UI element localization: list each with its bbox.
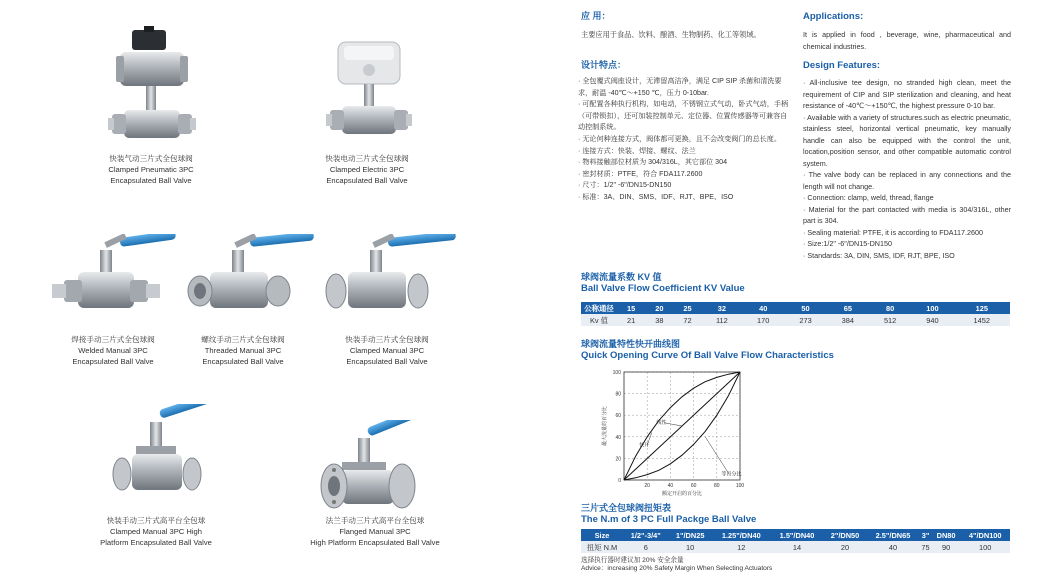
kv-table [581,302,1010,326]
design-en-title: Design Features: [803,60,881,71]
torque-size-cell: 1.25"/DN40 [712,529,771,541]
kv-value-cell: 1452 [954,314,1010,326]
kv-value-cell: 170 [742,314,784,326]
design-cn-item: · 尺寸：1/2" -6"/DN15-DN150 [578,181,672,190]
kv-dn-cell: 25 [673,302,701,314]
clamped-high-platform-valve-image [110,404,214,510]
y-tick-label: 20 [615,456,621,463]
caption-clamped: 快装手动三片式全包球阀 Clamped Manual 3PC Encapsulated Ball Valve [345,335,429,366]
x-tick-label: 40 [667,483,674,489]
torque-value-row [581,541,1010,553]
kv-value-cell: 512 [869,314,911,326]
design-en-item: · Size:1/2" -6"/DN15-DN150 [803,239,892,248]
torque-size-cell: 1"/DN25 [669,529,712,541]
torque-size-cell: 1.5"/DN40 [771,529,824,541]
torque-size-cell: 3" [919,529,931,541]
x-axis-label: 额定开启的百分比 [661,491,703,497]
annotation-quick-open: 快开 [639,442,650,449]
pneumatic-valve-image [106,26,198,152]
torque-value-cell: 10 [669,541,712,553]
caption-welded: 焊接手动三片式全包球阀 Welded Manual 3PC Encapsulated Ball Valve [71,335,155,366]
kv-value-cell: 940 [911,314,953,326]
kv-value-cell: 273 [784,314,826,326]
curve-title-cn: 球阀流量特性快开曲线图 [581,339,681,349]
design-cn-item: · 连接方式：快装、焊接、螺纹、法兰 [578,146,696,155]
x-tick-label: 80 [714,483,720,489]
annotation-linear: 线性 [656,419,667,426]
kv-dn-cell: 32 [702,302,742,314]
kv-title-en: Ball Valve Flow Coefficient KV Value [581,283,745,294]
kv-value-cell: 384 [827,314,869,326]
caption-pneumatic: 快装气动三片式全包球阀 Clamped Pneumatic 3PC Encapsulated Ball Valve [108,154,194,185]
design-cn-item: · 密封材质：PTFE，符合 FDA117.2600 [578,169,703,178]
applications-cn-text: 主要应用于食品、饮料、酿酒、生物制药、化工等领域。 [581,30,761,39]
torque-table [581,529,1010,553]
kv-value-cell: 72 [673,314,701,326]
applications-en-title: Applications: [803,11,864,22]
design-en-item: · Standards: 3A, DIN, SMS, IDF, RJT, BPE, ISO [803,250,955,260]
y-axis-label: 最大流量的百分比 [602,405,608,447]
design-en-item: · The valve body can be replaced in any connections and the length will not change. [803,170,1011,191]
torque-value-cell: 75 [919,541,931,553]
torque-size-cell: 4"/DN100 [960,529,1010,541]
torque-value-cell: 6 [623,541,669,553]
kv-dn-cell: 65 [827,302,869,314]
torque-row-label: 扭矩 N.M [581,541,623,553]
torque-size-cell: 2"/DN50 [823,529,866,541]
flow-curve-chart [596,366,766,502]
design-en-item: · Available with a variety of structures.such as electric pneumatic, stainless steel, horizontal vertical pneumatic, key manually handle can also be equipped with the control the unit, location,position sensor, and other compatible automatic control system. [803,112,1011,168]
kv-title-cn: 球阀流量系数 KV 值 [581,272,662,282]
clamped-manual-valve-image [322,234,458,330]
y-tick-label: 60 [615,413,621,420]
torque-title-cn: 三片式全包球阀扭矩表 [581,503,672,513]
design-cn-item: · 无论何种连接方式，阀体都可更换，且不会改变阀门的总长度。 [578,134,781,143]
torque-value-cell: 20 [823,541,866,553]
torque-value-cell: 100 [960,541,1010,553]
electric-valve-image [324,38,414,150]
flanged-valve-image [320,420,424,518]
design-cn-list [578,76,792,204]
kv-dn-cell: 20 [645,302,673,314]
welded-manual-valve-image [50,234,178,330]
design-en-item: · Material for the part contacted with media is 304/316L, other part is 304. [803,204,1011,225]
torque-title-en: The N.m of 3 PC Full Packge Ball Valve [581,514,757,525]
kv-dn-cell: 40 [742,302,784,314]
kv-value-cell: 38 [645,314,673,326]
x-tick-label: 20 [644,483,650,489]
torque-value-cell: 12 [712,541,771,553]
torque-header-label: Size [581,529,623,541]
y-tick-label: 40 [615,434,621,441]
torque-header-row [581,529,1010,541]
kv-dn-cell: 100 [911,302,953,314]
torque-value-cell: 90 [932,541,961,553]
annotation-leader [664,423,682,426]
x-tick-label: 100 [735,483,745,489]
design-cn-item: · 物料接触部位材质为 304/316L，其它部位 304 [578,158,728,167]
caption-electric: 快装电动三片式全包球阀 Clamped Electric 3PC Encapsulated Ball Valve [325,154,409,185]
torque-size-cell: DN80 [932,529,961,541]
annotation-equal-percentage: 等百分比 [721,471,742,478]
kv-dn-cell: 50 [784,302,826,314]
caption-high-platform: 快装手动三片式高平台全包球 Clamped Manual 3PC High Platform Encapsulated Ball Valve [100,516,212,547]
torque-note-en: Advice：increasing 20% Safety Margin When Selecting Actuators [581,565,773,572]
curve-title-en: Quick Opening Curve Of Ball Valve Flow Characteristics [581,350,834,361]
applications-cn-title: 应 用： [581,11,611,21]
kv-header-row [581,302,1010,314]
caption-flanged: 法兰手动三片式高平台全包球 Flanged Manual 3PC High Platform Encapsulated Ball Valve [310,516,440,547]
y-tick-label: 80 [615,391,621,398]
torque-note-cn: 选择执行器时建议加 20% 安全余量 [581,557,684,564]
kv-dn-cell: 125 [954,302,1010,314]
kv-row-label: Kv 值 [581,314,617,326]
kv-header-label: 公称通径 [581,302,617,314]
design-en-item: · Sealing material: PTFE, it is according to FDA117.2600 [803,227,984,237]
y-tick-label: 0 [618,478,621,484]
design-en-item: · Connection: clamp, weld, thread, flange [803,193,934,202]
torque-value-cell: 40 [867,541,920,553]
threaded-manual-valve-image [180,234,316,330]
x-tick-label: 60 [690,483,697,489]
y-tick-label: 100 [612,370,621,376]
kv-value-cell: 112 [702,314,742,326]
design-en-item: · All-inclusive tee design, no stranded high clean, meet the requirement of CIP and SIP sterilization and cleaning, and heat resistance of -40℃～+150℃, the highest pressure 0-10 bar. [803,78,1011,110]
kv-dn-cell: 15 [617,302,645,314]
torque-value-cell: 14 [771,541,824,553]
design-cn-item: · 标准：3A、DIN、SMS、IDF、RJT、BPE、ISO [578,192,734,201]
design-cn-item: · 可配置各种执行机构，如电动，不锈钢立式气动，卧式气动，手柄（可带锁扣），还可加装控制单元、定位器、位置传感器等可兼容自动控制系统。 [578,100,789,132]
design-cn-title: 设计特点： [581,60,627,70]
annotation-leader [705,437,729,475]
caption-threaded: 螺纹手动三片式全包球阀 Threaded Manual 3PC Encapsulated Ball Valve [201,335,285,366]
applications-en-text: It is applied in food , beverage, wine, pharmaceutical and chemical industries. [803,30,1011,51]
kv-dn-cell: 80 [869,302,911,314]
design-en-list [803,77,1011,261]
torque-size-cell: 2.5"/DN65 [867,529,920,541]
kv-value-row [581,314,1010,326]
torque-size-cell: 1/2"-3/4" [623,529,669,541]
kv-value-cell: 21 [617,314,645,326]
design-cn-item: · 全包覆式阀座设计，无滞留高洁净，满足 CIP SIP 杀菌和清洗要求，耐温 -40℃～+150 ℃，压力 0-10bar. [578,77,782,97]
